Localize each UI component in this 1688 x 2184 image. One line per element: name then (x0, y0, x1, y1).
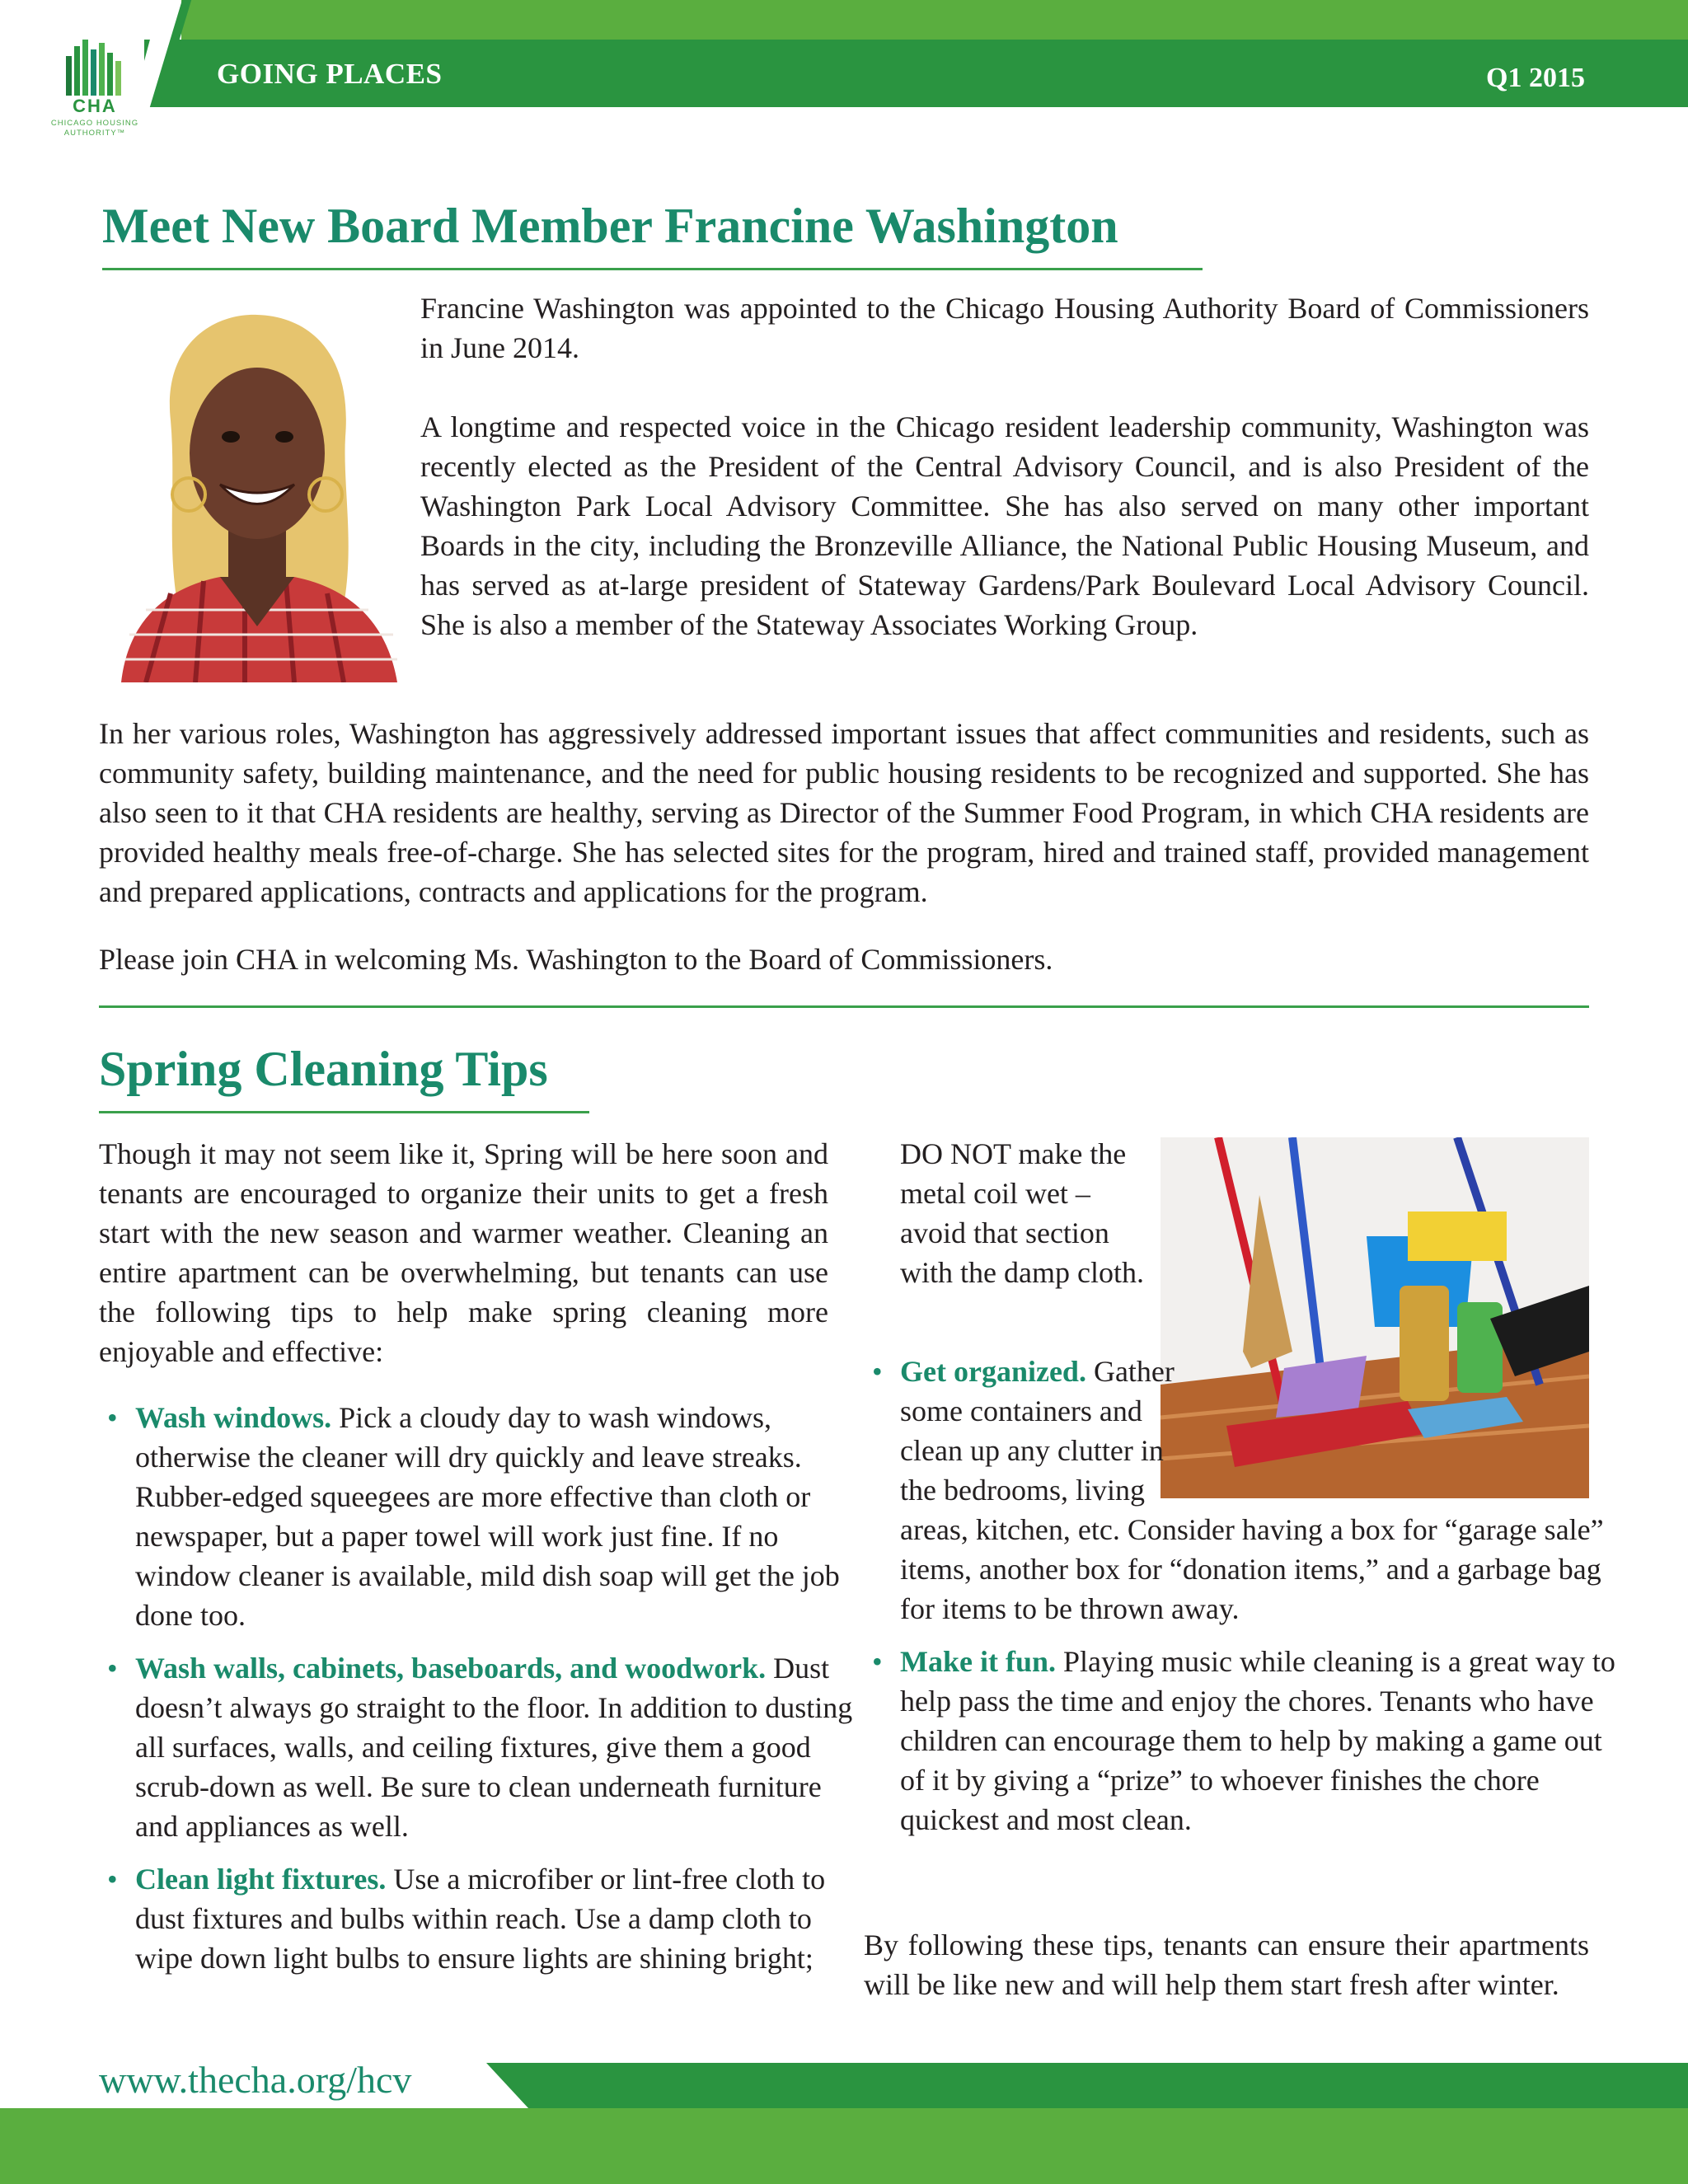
logo-acronym: CHA (73, 96, 117, 116)
tip-body: Gather some containers and clean up any clutter in the bedrooms, living areas, kitchen, etc. Consider having a box for “garage sale” items, another box for “donation items,” and a garbage bag for items to be thrown away. (900, 1355, 1604, 1625)
newsletter-section-title: GOING PLACES (217, 58, 443, 90)
board-member-paragraph-3: In her various roles, Washington has aggressively addressed important issues that affect communities and residents, such as community safety, building maintenance, and the need for public housing residents to be recognized and supported. She has also seen to it that CHA residents are healthy, serving as Director of the Summer Food Program, in which CHA residents are provided healthy meals free-of-charge. She has selected sites for the program, hired and trained staff, provided management and prepared applications, contracts and applications for the program. (99, 717, 1589, 908)
article-spring-cleaning-title: Spring Cleaning Tips (99, 1042, 548, 1096)
tip-make-it-fun (900, 1642, 1625, 1840)
article-divider (99, 1005, 1589, 1008)
tip-heading: Get organized. (900, 1355, 1086, 1388)
tips-list-right (864, 1352, 1625, 1853)
tip-wash-windows (135, 1398, 865, 1635)
logo-name (33, 119, 157, 138)
cha-logo[interactable] (33, 33, 157, 157)
photo-wrap-spacer (1197, 1352, 1625, 1500)
tip-heading: Wash windows. (135, 1401, 332, 1434)
tip-heading: Make it fun. (900, 1645, 1056, 1678)
tip-body: Playing music while cleaning is a great way to help pass the time and enjoy the chores. Tenants who have children can encourage them to help by making a game out of it by giving a “prize” to whoever finishes the chore quickest and most clean. (900, 1645, 1615, 1836)
francine-washington-portrait (113, 297, 401, 682)
tip-get-organized (900, 1352, 1625, 1629)
footer-bottom-bar (0, 2108, 1688, 2184)
article-board-member-title: Meet New Board Member Francine Washington (102, 199, 1118, 253)
issue-label: Q1 2015 (1486, 63, 1585, 93)
header-top-bar (181, 0, 1688, 40)
logo-name-line-1: CHICAGO HOUSING (50, 119, 139, 128)
board-member-paragraph-2: A longtime and respected voice in the Chicago resident leadership community, Washington was recently elected as the President of the Central Advisory Council, and is also President of the Washington Park Local Advisory Committee. She has also served on many other important Boards in the city, including the Bronzeville Alliance, the National Public Housing Museum, and has served as at-large president of Stateway Gardens/Park Boulevard Local Advisory Council. She is also a member of the Stateway Associates Working Group. (420, 410, 1589, 641)
tip-heading: Clean light fixtures. (135, 1863, 387, 1896)
portrait-illustration (113, 297, 401, 682)
website-link[interactable]: www.thecha.org/hcv (99, 2059, 412, 2101)
tip-clean-light-fixtures (135, 1859, 865, 1978)
logo-name-line-2: AUTHORITY™ (63, 129, 126, 138)
tip-heading: Wash walls, cabinets, baseboards, and woodwork. (135, 1652, 767, 1685)
title-underline (102, 268, 1203, 270)
cha-logo-bars-icon (64, 38, 124, 97)
board-member-paragraph-1: Francine Washington was appointed to the Chicago Housing Authority Board of Commissioners in June 2014. (420, 292, 1589, 364)
tip-body: Use a microfiber or lint-free cloth to dust fixtures and bulbs within reach. Use a damp cloth to wipe down light bulbs to ensure lights are shining bright; (135, 1863, 826, 1975)
tip-wash-walls (135, 1648, 865, 1846)
title-underline (99, 1111, 589, 1113)
light-fixtures-continued: DO NOT make the metal coil wet – avoid that section with the damp cloth. (900, 1137, 1144, 1289)
footer-band (486, 2063, 1688, 2108)
tip-body: Dust doesn’t always go straight to the floor. In addition to dusting all surfaces, walls, and ceiling fixtures, give them a good scrub-down as well. Be sure to clean underneath furniture and appliances as well. (135, 1652, 853, 1843)
tips-list-left (99, 1398, 865, 1991)
tip-body: Pick a cloudy day to wash windows, otherwise the cleaner will dry quickly and leave streaks. Rubber-edged squeegees are more effective than cloth or newspaper, but a paper towel will work just fine. If no window cleaner is available, mild dish soap will get the job done too. (135, 1401, 840, 1632)
spring-cleaning-closing: By following these tips, tenants can ensure their apartments will be like new and will help them start fresh after winter. (864, 1929, 1589, 2001)
board-member-paragraph-4: Please join CHA in welcoming Ms. Washington to the Board of Commissioners. (99, 943, 1053, 976)
spring-cleaning-intro: Though it may not seem like it, Spring will be here soon and tenants are encouraged to organize their units to get a fresh start with the new season and warmer weather. Cleaning an entire apartment can be overwhelming, but tenants can use the following tips to help make spring cleaning more enjoyable and effective: (99, 1137, 828, 1368)
